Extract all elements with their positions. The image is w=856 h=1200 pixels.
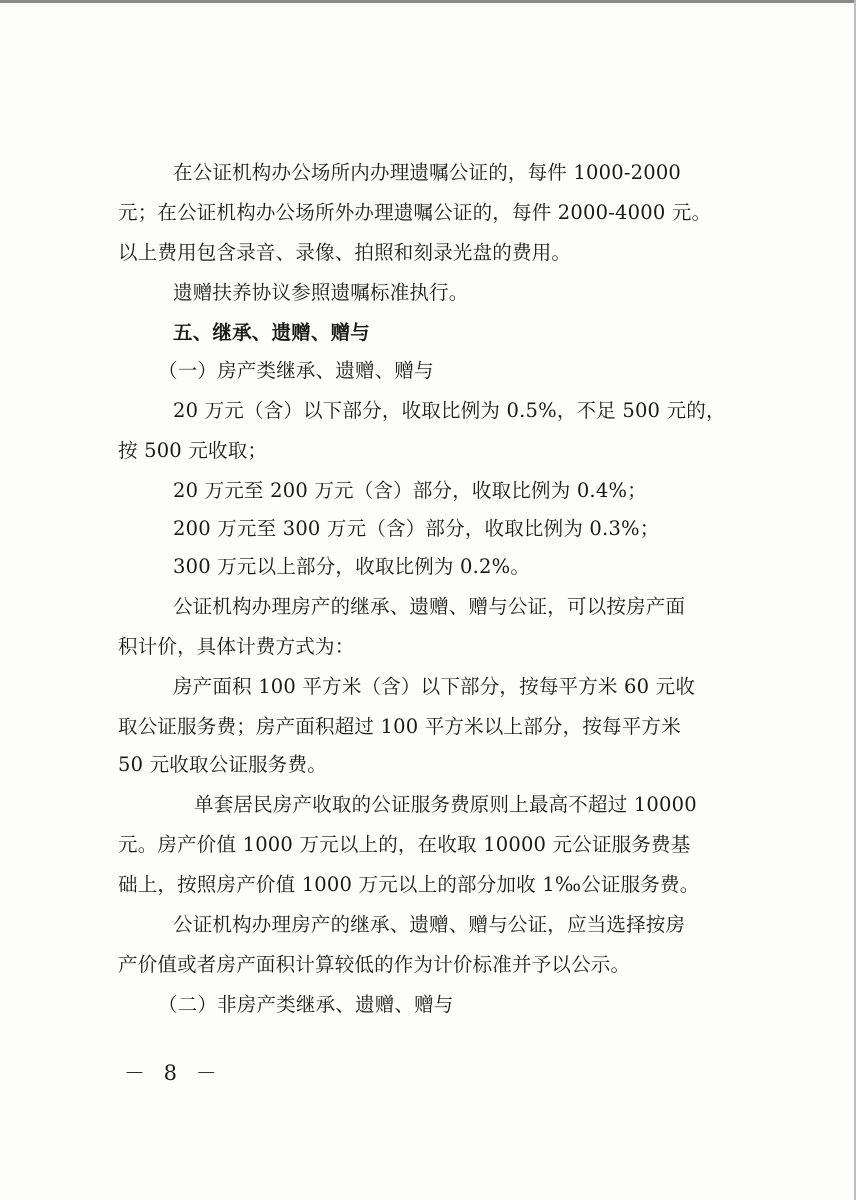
paragraph-line: 单套居民房产收取的公证服务费原则上最高不超过 10000 [194,793,697,816]
paragraph-line: 20 万元至 200 万元（含）部分，收取比例为 0.4%； [173,479,647,502]
paragraph-line: 300 万元以上部分，收取比例为 0.2%。 [173,555,531,578]
section-heading: 五、继承、遗赠、赠与 [173,321,371,344]
subsection-heading: （二）非房产类继承、遗赠、赠与 [158,993,454,1016]
paragraph-line: 取公证服务费；房产面积超过 100 平方米以上部分，按每平方米 [118,715,681,738]
paragraph-line: 产价值或者房产面积计算较低的作为计价标准并予以公示。 [118,953,631,976]
paragraph-line: 积计价，具体计费方式为： [118,635,355,658]
paragraph-line: 20 万元（含）以下部分，收取比例为 0.5%，不足 500 元的， [173,399,726,422]
scan-edge-top [0,0,856,3]
paragraph-line: 公证机构办理房产的继承、遗赠、赠与公证，可以按房产面 [173,595,686,618]
page-number: － 8 － [124,1061,223,1085]
subsection-heading: （一）房产类继承、遗赠、赠与 [158,359,434,382]
paragraph-line: 元；在公证机构办公场所外办理遗嘱公证的，每件 2000-4000 元。 [118,201,712,224]
paragraph-line: 按 500 元收取； [118,439,268,462]
paragraph-line: 础上，按照房产价值 1000 万元以上的部分加收 1‰公证服务费。 [118,873,700,896]
paragraph-line: 房产面积 100 平方米（含）以下部分，按每平方米 60 元收 [173,675,696,698]
paragraph-line: 公证机构办理房产的继承、遗赠、赠与公证，应当选择按房 [173,913,686,936]
paragraph-line: 在公证机构办公场所内办理遗嘱公证的，每件 1000-2000 [173,161,682,184]
paragraph-line: 200 万元至 300 万元（含）部分，收取比例为 0.3%； [173,517,660,540]
paragraph-line: 以上费用包含录音、录像、拍照和刻录光盘的费用。 [118,241,572,264]
paragraph-line: 50 元收取公证服务费。 [118,753,327,776]
paragraph-line: 元。房产价值 1000 万元以上的，在收取 10000 元公证服务费基 [118,833,691,856]
paragraph-line: 遗赠扶养协议参照遗嘱标准执行。 [173,281,469,304]
